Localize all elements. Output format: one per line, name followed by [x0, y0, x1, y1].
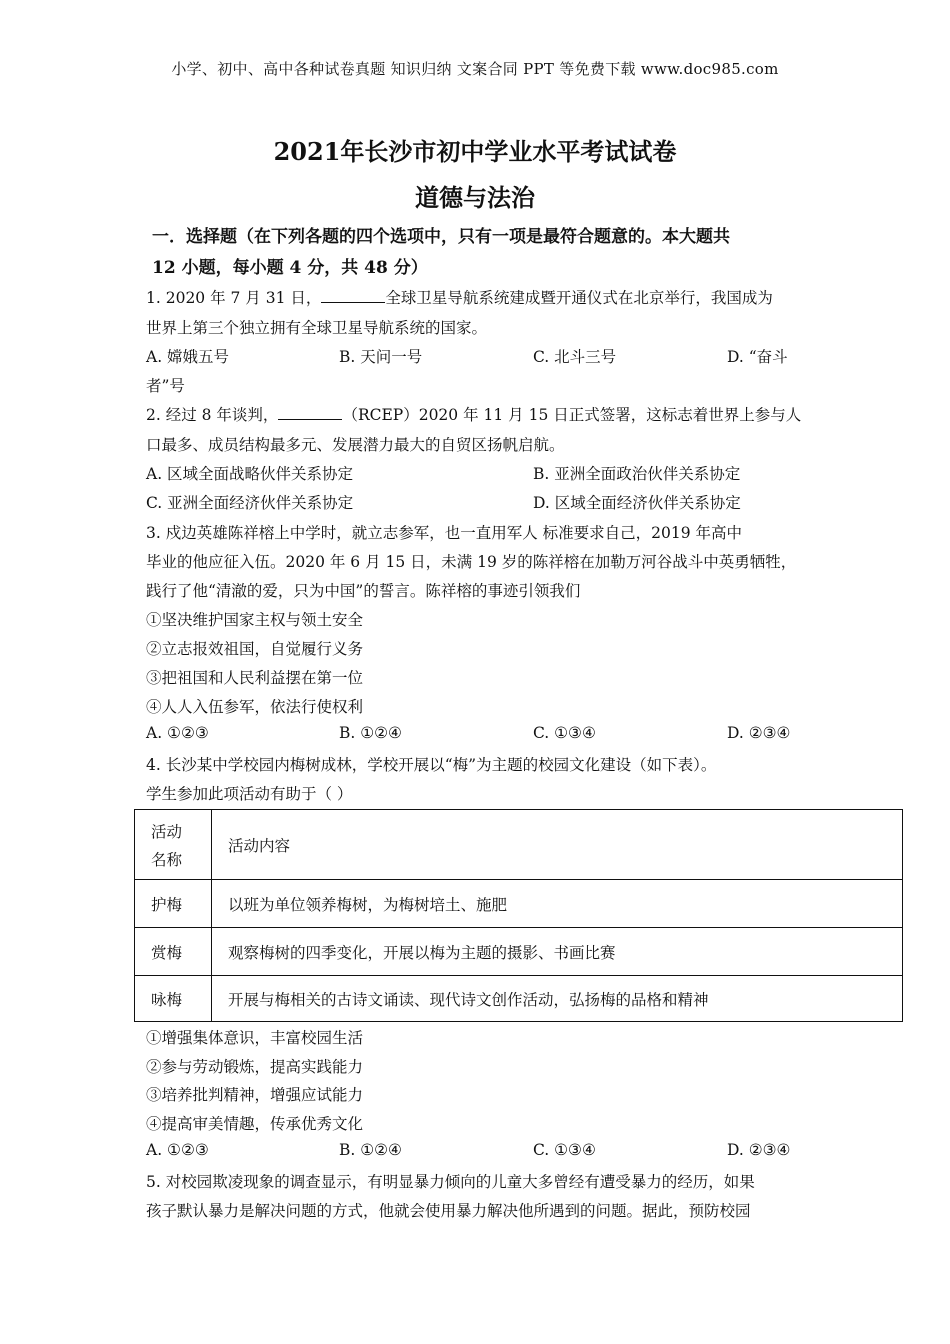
table-cell-content: 以班为单位领养梅树，为梅树培土、施肥	[212, 880, 903, 928]
q3-item-1: ①坚决维护国家主权与领土安全	[146, 611, 364, 629]
q3-option-b: B. ①②④	[339, 724, 402, 742]
table-header-name-line1: 活动	[151, 822, 183, 841]
exam-title: 2021年长沙市初中学业水平考试试卷	[273, 137, 677, 166]
q1-text-post: 全球卫星导航系统建成暨开通仪式在北京举行，我国成为	[385, 289, 773, 307]
q2-line2: 口最多、成员结构最多元、发展潜力最大的自贸区扬帆启航。	[146, 436, 565, 454]
q2-option-d: D. 区域全面经济伙伴关系协定	[533, 494, 741, 512]
section-heading-line1: 一．选择题（在下列各题的四个选项中，只有一项是最符合题意的。本大题共	[152, 227, 730, 247]
q4-item-4: ④提高审美情趣，传承优秀文化	[146, 1115, 364, 1133]
q2-option-c: C. 亚洲全面经济伙伴关系协定	[146, 494, 354, 512]
section-heading-line2: 12 小题，每小题 4 分，共 48 分）	[152, 258, 428, 278]
q4-line2: 学生参加此项活动有助于（ ）	[146, 785, 353, 803]
q2-option-a: A. 区域全面战略伙伴关系协定	[146, 465, 354, 483]
q3-item-3: ③把祖国和人民利益摆在第一位	[146, 669, 364, 687]
table-cell-content: 开展与梅相关的古诗文诵读、现代诗文创作活动，弘扬梅的品格和精神	[212, 976, 903, 1022]
q3-item-2: ②立志报效祖国，自觉履行义务	[146, 640, 364, 658]
q4-option-b: B. ①②④	[339, 1141, 402, 1159]
q4-option-d: D. ②③④	[727, 1141, 791, 1159]
table-row	[135, 880, 903, 928]
table-header-name-line2: 名称	[151, 850, 183, 869]
q3-line1: 3. 戍边英雄陈祥榕上中学时，就立志参军，也一直用军人 标准要求自己，2019 年高中	[146, 524, 743, 542]
table-cell-name: 咏梅	[135, 976, 212, 1022]
q2-line1	[146, 403, 801, 425]
q2-option-b: B. 亚洲全面政治伙伴关系协定	[533, 465, 741, 483]
table-header-content: 活动内容	[212, 810, 903, 880]
q4-option-c: C. ①③④	[533, 1141, 596, 1159]
q1-blank	[321, 288, 385, 303]
q5-line1: 5. 对校园欺凌现象的调查显示，有明显暴力倾向的儿童大多曾经有遭受暴力的经历，如果	[146, 1173, 755, 1191]
q1-option-b: B. 天问一号	[339, 348, 423, 366]
table-cell-content: 观察梅树的四季变化，开展以梅为主题的摄影、书画比赛	[212, 928, 903, 976]
q1-option-d: D. “奋斗	[727, 348, 788, 366]
q2-blank	[278, 405, 342, 420]
table-row	[135, 976, 903, 1022]
q1-text-pre: 1. 2020 年 7 月 31 日，	[146, 289, 322, 307]
q4-item-3: ③培养批判精神，增强应试能力	[146, 1086, 364, 1104]
q4-item-1: ①增强集体意识，丰富校园生活	[146, 1029, 364, 1047]
table-row	[135, 928, 903, 976]
q3-option-c: C. ①③④	[533, 724, 596, 742]
q4-option-a: A. ①②③	[146, 1141, 209, 1159]
q3-item-4: ④人人入伍参军，依法行使权利	[146, 698, 364, 716]
header-note: 小学、初中、高中各种试卷真题 知识归纳 文案合同 PPT 等免费下载 www.doc985.com	[171, 60, 779, 78]
q3-line3: 践行了他“清澈的爱，只为中国”的誓言。陈祥榕的事迹引领我们	[146, 582, 581, 600]
q1-line2: 世界上第三个独立拥有全球卫星导航系统的国家。	[146, 319, 488, 337]
table-header-name	[135, 810, 212, 880]
q1-option-a: A. 嫦娥五号	[146, 348, 230, 366]
q3-option-a: A. ①②③	[146, 724, 209, 742]
table-cell-name: 赏梅	[135, 928, 212, 976]
activity-table	[134, 809, 903, 1022]
q1-option-d-cont: 者”号	[146, 377, 185, 395]
q2-text-pre: 2. 经过 8 年谈判，	[146, 406, 279, 424]
q3-line2: 毕业的他应征入伍。2020 年 6 月 15 日，未满 19 岁的陈祥榕在加勒万河谷战斗中英勇牺牲，	[146, 553, 797, 571]
q2-text-post: （RCEP）2020 年 11 月 15 日正式签署，这标志着世界上参与人	[342, 406, 802, 424]
q4-line1: 4. 长沙某中学校园内梅树成林，学校开展以“梅”为主题的校园文化建设（如下表）。	[146, 756, 717, 774]
q1-line1	[146, 286, 773, 308]
q1-option-c: C. 北斗三号	[533, 348, 617, 366]
q3-option-d: D. ②③④	[727, 724, 791, 742]
table-cell-name: 护梅	[135, 880, 212, 928]
table-header-row	[135, 810, 903, 880]
q4-item-2: ②参与劳动锻炼，提高实践能力	[146, 1058, 364, 1076]
exam-subject: 道德与法治	[415, 183, 535, 212]
q5-line2: 孩子默认暴力是解决问题的方式，他就会使用暴力解决他所遇到的问题。据此，预防校园	[146, 1202, 751, 1220]
